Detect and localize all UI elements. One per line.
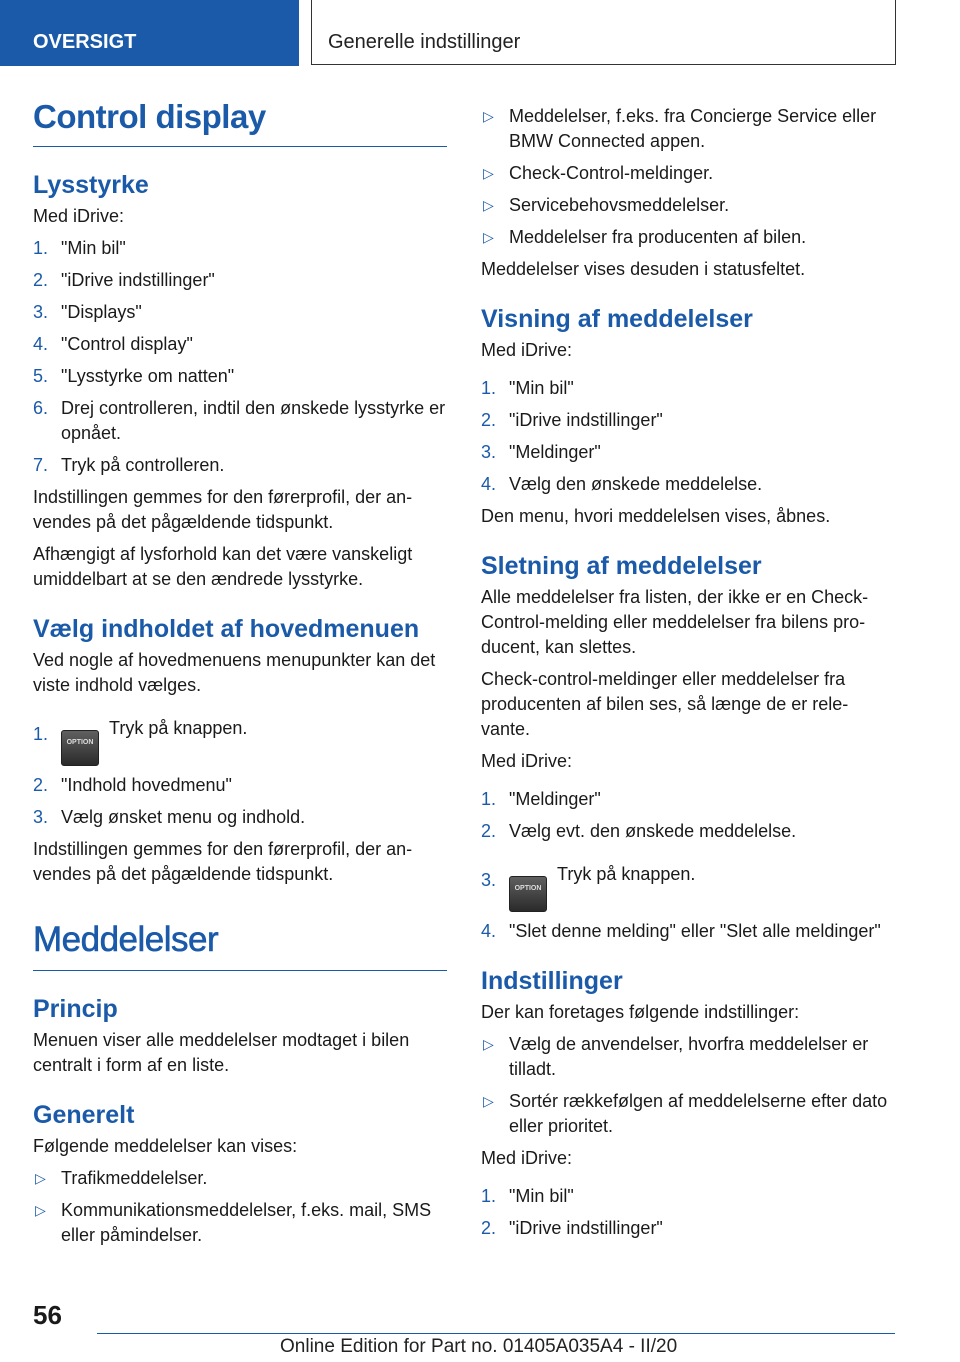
- list-item: [481, 1184, 896, 1209]
- option-button-icon[interactable]: OPTION: [61, 730, 99, 766]
- step-number: 2.: [481, 1218, 497, 1238]
- list-item: [481, 104, 896, 154]
- step-number: 7.: [33, 455, 49, 475]
- list-item: [481, 440, 896, 465]
- sletning-steps: [481, 787, 896, 944]
- sletning-intro: Med iDrive:: [481, 751, 573, 771]
- step-number: 2.: [33, 775, 49, 795]
- step-text: "Slet denne melding" eller "Slet alle meldinger": [509, 921, 881, 941]
- chapter-tab[interactable]: OVERSIGT: [0, 0, 299, 66]
- step-number: 5.: [33, 366, 49, 386]
- step-text: Vælg evt. den ønskede meddelelse.: [509, 821, 797, 841]
- list-item: [33, 236, 447, 261]
- list-item: [33, 332, 447, 357]
- footer-edition-text: Online Edition for Part no. 01405A035A4 - II/20: [280, 1336, 678, 1357]
- triangle-right-outline-icon: ▷: [35, 1202, 46, 1218]
- bullet-text: Check-Control-meldinger.: [509, 163, 714, 183]
- step-text: Vælg ønsket menu og indhold.: [61, 807, 306, 827]
- bullet-text: Servicebehovsmeddelelser.: [509, 195, 730, 215]
- sletning-text-2: Check-control-meldinger eller meddelelser fra producenten af bilen ses, så længe de er rele-vante.: [481, 669, 849, 739]
- step-number: 4.: [481, 474, 497, 494]
- list-item: [481, 472, 896, 497]
- title-control-display: Control display: [33, 98, 447, 147]
- step-text: "iDrive indstillinger": [61, 270, 215, 290]
- step-text: "Meldinger": [509, 442, 601, 462]
- step-number: 3.: [481, 870, 497, 890]
- bullet-text: Vælg de anvendelser, hvorfra meddelelser er tilladt.: [509, 1034, 869, 1079]
- indstillinger-intro-2: Med iDrive:: [481, 1148, 573, 1168]
- triangle-right-outline-icon: ▷: [483, 1036, 494, 1052]
- step-number: 1.: [481, 378, 497, 398]
- list-item: [481, 919, 896, 944]
- hovedmenu-steps: [33, 710, 447, 830]
- list-item: [33, 396, 447, 446]
- step-text: "Control display": [61, 334, 193, 354]
- step-number: 3.: [33, 302, 49, 322]
- step-text: "iDrive indstillinger": [509, 1218, 663, 1238]
- option-button-icon[interactable]: OPTION: [509, 876, 547, 912]
- triangle-right-outline-icon: ▷: [483, 165, 494, 181]
- step-number: 3.: [481, 442, 497, 462]
- list-item: [33, 1198, 447, 1248]
- heading-princip: Princip: [33, 995, 118, 1023]
- step-number: 6.: [33, 398, 49, 418]
- lysstyrke-intro: Med iDrive:: [33, 206, 125, 226]
- triangle-right-outline-icon: ▷: [35, 1170, 46, 1186]
- step-text: Tryk på controlleren.: [61, 455, 225, 475]
- step-text: Vælg den ønskede meddelelse.: [509, 474, 763, 494]
- page-footer: [0, 1300, 960, 1362]
- step-text: "Min bil": [509, 1186, 574, 1206]
- step-number: 3.: [33, 807, 49, 827]
- indstillinger-bullets: [481, 1032, 896, 1139]
- step-number: 2.: [33, 270, 49, 290]
- heading-sletning: Sletning af meddelelser: [481, 552, 762, 580]
- bullet-text: Trafikmeddelelser.: [61, 1168, 208, 1188]
- heading-indstillinger: Indstillinger: [481, 967, 623, 995]
- heading-generelt: Generelt: [33, 1101, 135, 1129]
- page-header: [0, 0, 960, 66]
- lysstyrke-note-1: Indstillingen gemmes for den førerprofil, der an-vendes på det pågældende tidspunkt.: [33, 487, 413, 532]
- step-number: 4.: [33, 334, 49, 354]
- list-item: [481, 161, 896, 186]
- right-column: [481, 104, 896, 1248]
- statusline-text: Meddelelser vises desuden i statusfeltet.: [481, 259, 806, 279]
- list-item: [481, 225, 896, 250]
- list-item: [481, 376, 896, 401]
- section-title: Generelle indstillinger: [311, 0, 896, 65]
- bullet-text: Meddelelser fra producenten af bilen.: [509, 227, 807, 247]
- bullet-text: Meddelelser, f.eks. fra Concierge Service eller BMW Connected appen.: [509, 106, 877, 151]
- step-text: "Min bil": [509, 378, 574, 398]
- triangle-right-outline-icon: ▷: [483, 1093, 494, 1109]
- lysstyrke-note-2: Afhængigt af lysforhold kan det være vanskeligt umiddelbart at se den ændrede lysstyrke.: [33, 544, 413, 589]
- step-text: "Indhold hovedmenu": [61, 775, 232, 795]
- visning-steps: [481, 376, 896, 497]
- triangle-right-outline-icon: ▷: [483, 108, 494, 124]
- step-number: 1.: [33, 724, 49, 744]
- list-item: [481, 1216, 896, 1241]
- generelt-bullets-continued: [481, 104, 896, 250]
- generelt-bullets: [33, 1166, 447, 1248]
- list-item: [481, 819, 896, 844]
- lysstyrke-steps: [33, 236, 447, 478]
- list-item: [481, 787, 896, 812]
- step-text: Tryk på knappen.: [557, 864, 696, 884]
- step-number: 2.: [481, 821, 497, 841]
- heading-lysstyrke: Lysstyrke: [33, 171, 149, 199]
- left-column: [33, 98, 447, 1255]
- step-number: 1.: [33, 238, 49, 258]
- step-text: "Min bil": [61, 238, 126, 258]
- generelt-intro: Følgende meddelelser kan vises:: [33, 1136, 298, 1156]
- list-item: [33, 773, 447, 798]
- triangle-right-outline-icon: ▷: [483, 197, 494, 213]
- list-item: [481, 856, 896, 912]
- footer-divider: [97, 1333, 895, 1334]
- list-item: [481, 193, 896, 218]
- sletning-text-1: Alle meddelelser fra listen, der ikke er en Check-Control-melding eller meddelelser fra bilens pro-ducent, kan slettes.: [481, 587, 869, 657]
- heading-hovedmenu: Vælg indholdet af hovedmenuen: [33, 615, 420, 643]
- step-text: "Meldinger": [509, 789, 601, 809]
- list-item: [481, 1089, 896, 1139]
- step-text: "Displays": [61, 302, 142, 322]
- indstillinger-intro: Der kan foretages følgende indstillinger:: [481, 1002, 800, 1022]
- step-number: 2.: [481, 410, 497, 430]
- step-number: 4.: [481, 921, 497, 941]
- title-meddelelser: Meddelelser: [33, 920, 447, 971]
- list-item: [33, 268, 447, 293]
- step-text: Drej controlleren, indtil den ønskede lysstyrke er opnået.: [61, 398, 446, 443]
- step-text: Tryk på knappen.: [109, 718, 248, 738]
- bullet-text: Sortér rækkefølgen af meddelelserne efter dato eller prioritet.: [509, 1091, 888, 1136]
- list-item: [33, 300, 447, 325]
- princip-text: Menuen viser alle meddelelser modtaget i bilen centralt i form af en liste.: [33, 1030, 410, 1075]
- list-item: [481, 408, 896, 433]
- step-text: "Lysstyrke om natten": [61, 366, 235, 386]
- hovedmenu-note: Indstillingen gemmes for den førerprofil, der an-vendes på det pågældende tidspunkt.: [33, 839, 413, 884]
- list-item: [33, 364, 447, 389]
- list-item: [33, 453, 447, 478]
- step-text: "iDrive indstillinger": [509, 410, 663, 430]
- step-number: 1.: [481, 1186, 497, 1206]
- triangle-right-outline-icon: ▷: [483, 229, 494, 245]
- list-item: [33, 710, 447, 766]
- step-number: 1.: [481, 789, 497, 809]
- heading-visning: Visning af meddelelser: [481, 305, 753, 333]
- list-item: [33, 805, 447, 830]
- indstillinger-steps: [481, 1184, 896, 1241]
- visning-intro: Med iDrive:: [481, 340, 573, 360]
- list-item: [33, 1166, 447, 1191]
- visning-note: Den menu, hvori meddelelsen vises, åbnes.: [481, 506, 831, 526]
- bullet-text: Kommunikationsmeddelelser, f.eks. mail, SMS eller påmindelser.: [61, 1200, 432, 1245]
- hovedmenu-intro: Ved nogle af hovedmenuens menupunkter kan det viste indhold vælges.: [33, 650, 436, 695]
- page-number: 56: [33, 1300, 62, 1330]
- list-item: [481, 1032, 896, 1082]
